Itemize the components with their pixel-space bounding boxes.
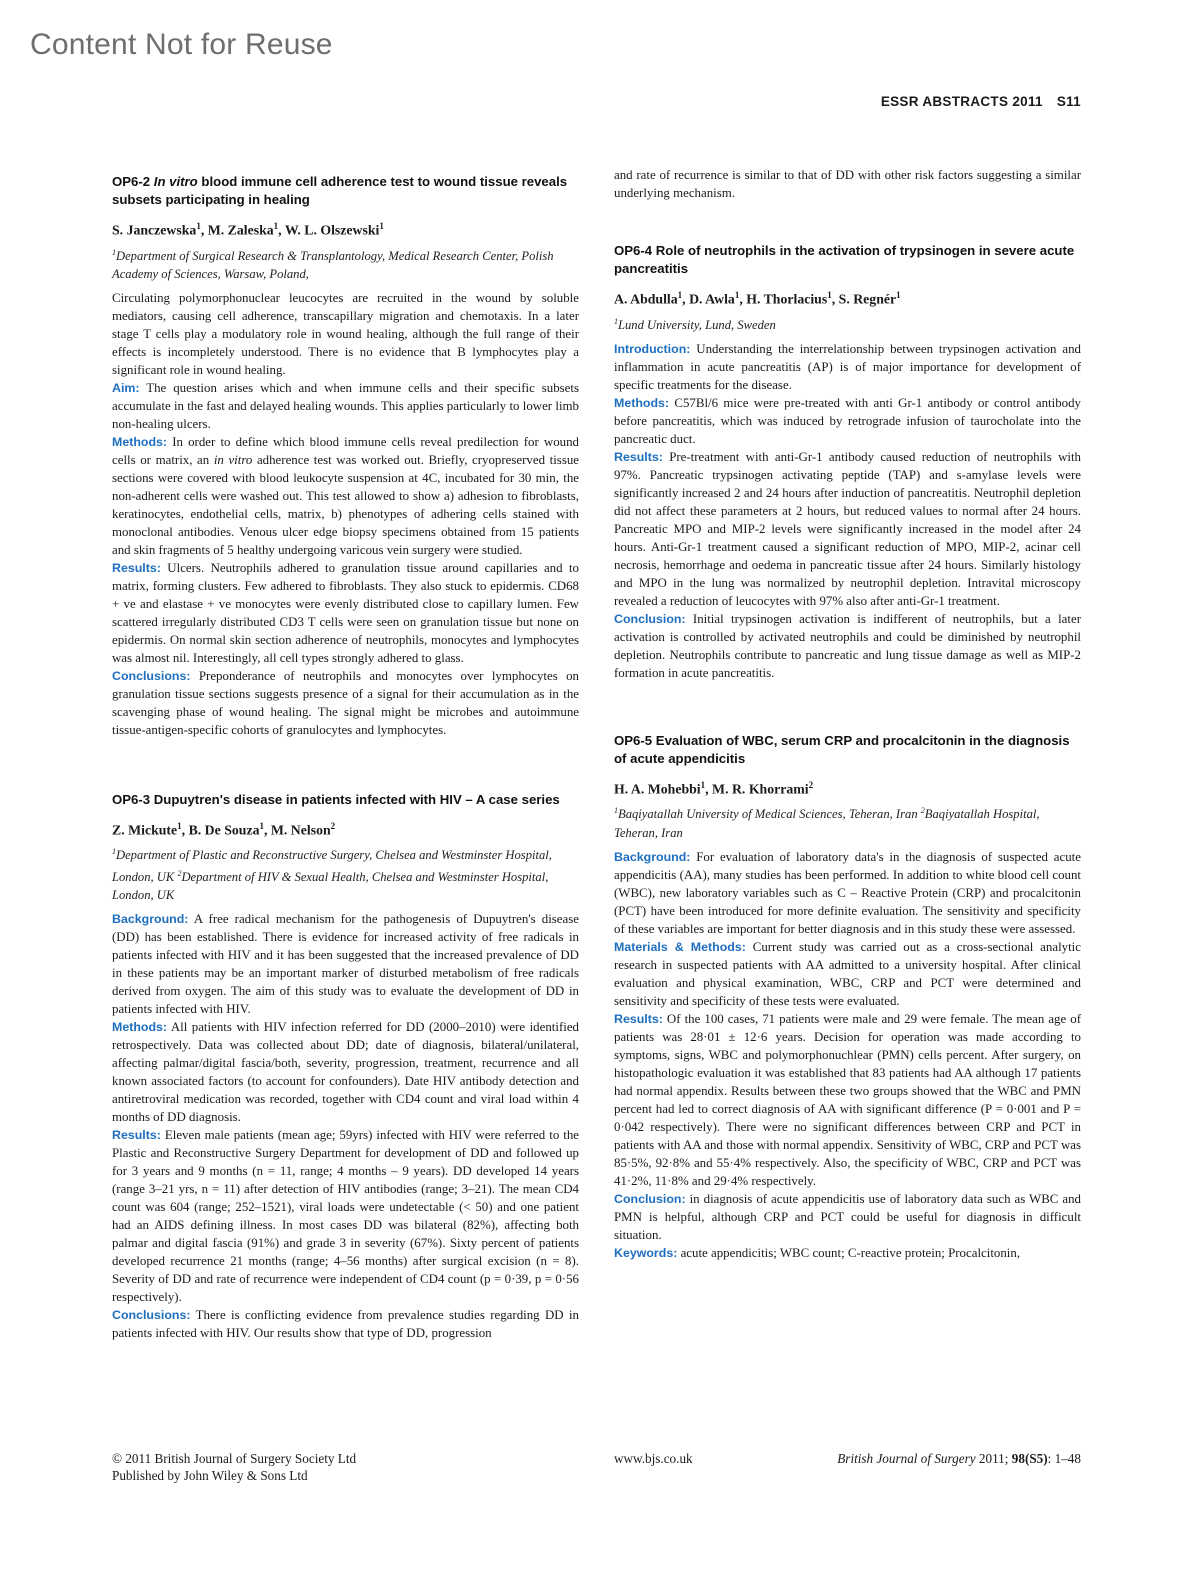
affiliation: $^1$Baqiyatallah University of Medical Sciences, Teheran, Iran $^2$Baqiyatallah Hospital, Teheran, Iran — [614, 806, 1040, 840]
running-head-journal: ESSR ABSTRACTS 2011 — [880, 94, 1043, 109]
author-affiliation-marker: 1 — [379, 221, 384, 231]
author-list: H. A. Mohebbi$^1$, M. R. Khorrami$^2$ — [614, 779, 814, 797]
author-name: S. Janczewska — [112, 222, 197, 238]
conclusions-paragraph: Conclusions: Preponderance of neutrophils and monocytes over lymphocytes on granulation tissue sections suggests presence of a signal for their accumulation as in the scavenging phase of wound healing. The signal might be microbes and autoimmune tissue-antigen-specific cohorts of granulocytes and lymphocytes. — [112, 668, 579, 737]
author-affiliation-marker: 2 — [808, 779, 814, 790]
author-name: H. A. Mohebbi — [614, 781, 701, 797]
author-name: M. Nelson — [270, 822, 331, 838]
footer-url[interactable]: www.bjs.co.uk — [614, 1451, 693, 1466]
author-name: M. R. Khorrami — [712, 781, 809, 797]
author-name: Z. Mickute — [112, 822, 178, 838]
author-affiliation-marker: 1 — [827, 290, 832, 300]
abstract-title: OP6-5 Evaluation of WBC, serum CRP and procalcitonin in the diagnosis of acute appendicitis — [614, 732, 1070, 766]
author-name: B. De Souza — [188, 822, 260, 838]
footer-citation: British Journal of Surgery 2011; 98(S5): 1–48 — [837, 1451, 1081, 1466]
author-affiliation-marker: 1 — [259, 820, 264, 831]
abstract-body — [614, 340, 1081, 682]
author-affiliation-marker: 1 — [734, 290, 740, 300]
introduction-paragraph: Introduction: Understanding the interrelationship between trypsinogen activation and inflammation in acute pancreatitis (AP) is of major importance for development of specific treatments for the disease. — [614, 341, 1081, 392]
conclusions-paragraph: Conclusions: There is conflicting evidence from prevalence studies regarding DD in patients infected with HIV. Our results show that type of DD, progression — [112, 1307, 579, 1340]
copyright-line: © 2011 British Journal of Surgery Society Ltd — [112, 1451, 357, 1466]
affiliation: $^1$Department of Plastic and Reconstructive Surgery, Chelsea and Westminster Hospital, London, UK $^2$Department of HIV & Sexual Health, Chelsea and Westminster Hospital, London, UK — [112, 847, 552, 902]
author-affiliation-marker: 1 — [896, 290, 901, 300]
author-name: M. Zaleska — [207, 222, 274, 238]
abstract-title: OP6-2 In vitro blood immune cell adherence test to wound tissue reveals subsets participating in healing — [112, 174, 568, 207]
abstract-title: OP6-3 Dupuytren's disease in patients infected with HIV – A case series — [112, 791, 560, 807]
abstract-title: OP6-4 Role of neutrophils in the activation of trypsinogen in severe acute pancreatitis — [614, 243, 1075, 276]
intro-paragraph: Circulating polymorphonuclear leucocytes are recruited in the wound by soluble mediators, causing cell adherence, transcapillary migration and chemotaxis. In a later stage T cells play a modulatory role in wound healing, although the full range of their effects is incompletely understood. There is no evidence that B lymphocytes play a significant role in wound healing. — [112, 290, 579, 377]
methods-paragraph: Methods: C57Bl/6 mice were pre-treated with anti Gr-1 antibody or control antibody before pancreatitis, which was induced by retrograde infusion of taurocholate into the pancreatic duct. — [614, 395, 1081, 446]
author-affiliation-marker: 1 — [196, 221, 201, 231]
author-affiliation-marker: 1 — [177, 820, 182, 831]
methods-paragraph: Methods: All patients with HIV infection referred for DD (2000–2010) were identified retrospectively. Data was collected about DD; date of diagnosis, bilateral/unilateral, affecting palmar/digital fascia/both, severity, progression, treatment, recurrence and all known associated factors (to account for confounders). Date HIV antibody detection and antiretroviral medication was recorded, together with CD4 count and viral load within 4 months of DD diagnosis. — [112, 1019, 579, 1124]
abstract-op6-3 — [112, 791, 579, 1342]
page-number: S11 — [1056, 94, 1081, 109]
author-affiliation-marker: 1 — [677, 290, 683, 300]
author-name: W. L. Olszewski — [284, 222, 380, 238]
affiliation: $^1$Department of Surgical Research & Transplantology, Medical Research Center, Polish Academy of Sciences, Warsaw, Poland, — [112, 247, 554, 281]
footer-copyright — [112, 1450, 356, 1484]
results-paragraph: Results: Of the 100 cases, 71 patients were male and 29 were female. The mean age of patients was 28·01 ± 12·6 years. Decision for operation was made according to symptoms, signs, WBC and polymorphonuchlear (PMN) cells percent. After surgery, on histopathologic evaluation it was established that 83 patients had AA although 17 patients had normal appendix. Results between these two groups showed that the WBC and PMN percent had led to correct diagnosis of AA with significant difference (P = 0·001 and P = 0·042 respectively). There were no significant differences between CRP and PCT in patients with AA and those with normal appendix. Sensitivity of WBC, CRP and PCT was 85·5%, 92·8% and 55·4% respectively. Also, the specificity of WBC, CRP and PCT was 41·2%, 11·8% and 29·4% respectively. — [614, 1011, 1081, 1188]
results-paragraph: Results: Eleven male patients (mean age; 59yrs) infected with HIV were referred to the Plastic and Reconstructive Surgery Department for development of DD and followed up for 3 years and 9 months (n = 11, range; 4 months – 9 years). DD developed 14 years (range 3–21 yrs, n = 11) after detection of HIV antibodies (range; 3–21). The mean CD4 count was 604 (range; 252–1521), viral loads were undetectable (< 50) and one patient had an AIDS defining illness. In most cases DD was bilateral (82%), affecting both palmar and digital fascia (91%) and grade 3 in severity (67%). Sixty percent of patients developed recurrence 21 months (range; 4–56 months) after surgical excision (n = 8). Severity of DD and rate of recurrence were independent of CD4 count (p = 0·39, p = 0·56 respectively). — [112, 1127, 579, 1304]
abstract-body — [112, 910, 579, 1342]
background-paragraph: Background: A free radical mechanism for the pathogenesis of Dupuytren's disease (DD) has been established. There is evidence for increased activity of free radicals in patients infected with HIV and it has been suggested that the increased prevalence of DD in these patients may be an important marker of disturbed metabolism of free radicals derived from oxygen. The aim of this study was to evaluate the development of DD in patients infected with HIV. — [112, 911, 579, 1016]
methods-paragraph: Methods: In order to define which blood immune cells reveal predilection for wound cells or matrix, an in vitro adherence test was worked out. Briefly, cryopreserved tissue sections were covered with blood leukocyte suspension at 4C, incubated for 30 min, the non-adherent cells were washed out. This test allowed to show a) adhesion to fibroblasts, keratinocytes, endothelial cells, matrix, b) phenotypes of adhering cells stained with monoclonal antibodies. Venous ulcer edge biopsy specimens obtained from 15 patients and skin fragments of 5 healthy undergoing varicous vein surgery were studied. — [112, 434, 579, 557]
abstract-continuation: and rate of recurrence is similar to that of DD with other risk factors suggesting a similar underlying mechanism. — [614, 168, 1081, 200]
abstract-body — [614, 848, 1081, 1262]
author-list: A. Abdulla$^1$, D. Awla$^1$, H. Thorlacius$^1$, S. Regnér$^1$ — [614, 290, 901, 307]
keywords-paragraph: Keywords: acute appendicitis; WBC count; C-reactive protein; Procalcitonin, — [614, 1245, 1021, 1260]
running-head — [881, 94, 1081, 109]
conclusion-paragraph: Conclusion: Initial trypsinogen activation is indifferent of neutrophils, but a later activation is controlled by activated neutrophils and could be diminished by neutrophil depletion. Neutrophils contribute to pancreatic and lung tissue damage as well as MIP-2 formation in acute pancreatitis. — [614, 611, 1081, 680]
left-column — [112, 173, 579, 1342]
right-column — [614, 166, 1081, 1262]
publisher-line: Published by John Wiley & Sons Ltd — [112, 1468, 308, 1483]
abstract-op6-5 — [614, 732, 1081, 1262]
author-name: A. Abdulla — [614, 291, 678, 307]
results-paragraph: Results: Pre-treatment with anti-Gr-1 antibody caused reduction of neutrophils with 97%. Pancreatic trypsinogen activating peptide (TAP) and s-amylase levels were significantly increased 2 and 24 hours after induction of pancreatitis. Neutrophil depletion did not affect these parameters at 2 hours, but reduced values to normal after 24 hours. Pancreatic MPO and MIP-2 levels were significantly increased in the model after 24 hours. Anti-Gr-1 treatment caused a significant reduction of MPO, MIP-2, acinar cell necrosis, hemorrhage and oedema in pancreatic tissue after 24 hours. Similarly histology and MPO in the lung was normalized by neutrophil depletion. Intravital microscopy revealed a reduction of leucocytes with 97% also after anti-Gr-1 treatment. — [614, 449, 1081, 608]
author-name: S. Regnér — [838, 291, 897, 307]
author-affiliation-marker: 1 — [273, 221, 279, 231]
materials-methods-paragraph: Materials & Methods: Current study was carried out as a cross-sectional analytic research in suspected patients with AA admitted to a university hospital. After clinical evaluation and physical examination, WBC, CRP and PCT were determined and sensitivity and specificity of these tests were evaluated. — [614, 939, 1081, 1008]
author-list: Z. Mickute$^1$, B. De Souza$^1$, M. Nelson$^2$ — [112, 820, 336, 838]
author-name: D. Awla — [689, 291, 735, 307]
author-name: H. Thorlacius — [746, 291, 828, 307]
abstract-op6-4 — [614, 242, 1081, 682]
aim-paragraph: Aim: The question arises which and when immune cells and their specific subsets accumulate in the fast and delayed healing wounds. This applies particularly to lower limb non-healing ulcers. — [112, 380, 579, 431]
abstract-op6-2 — [112, 173, 579, 739]
conclusion-paragraph: Conclusion: in diagnosis of acute appendicitis use of laboratory data such as WBC and PMN is helpful, although CRP and PCT could be useful for diagnosis in difficult situation. — [614, 1191, 1081, 1242]
author-list: S. Janczewska$^1$, M. Zaleska$^1$, W. L. Olszewski$^1$ — [112, 221, 384, 238]
results-paragraph: Results: Ulcers. Neutrophils adhered to granulation tissue around capillaries and to matrix, forming clusters. Few adhered to fibroblasts. They also stuck to epidermis. CD68 + ve and elastase + ve monocytes were evenly distributed close to capillary lumen. Few scattered irregularly distributed CD3 T cells were seen on granulation tissue but none on epidermis. On normal skin section adherence of neutrophils, monocytes and lymphocytes was almost nil. Interestingly, all cell types strongly adhered to glass. — [112, 560, 579, 665]
watermark: Content Not for Reuse — [30, 28, 333, 61]
affiliation: $^1$Lund University, Lund, Sweden — [614, 316, 776, 332]
author-affiliation-marker: 1 — [700, 779, 706, 790]
abstract-body — [112, 289, 579, 739]
background-paragraph: Background: For evaluation of laboratory data's in the diagnosis of suspected acute appendicitis (AA), many studies has been performed. In addition to white blood cell count (WBC), new laboratory variables such as C – Reactive Protein (CRP) and procalcitonin (PCT) have been introduced for more definite evaluation. The sensitivity and specificity of these variables are important for better diagnosis and in this study these were assessed. — [614, 849, 1081, 936]
author-affiliation-marker: 2 — [330, 820, 336, 831]
